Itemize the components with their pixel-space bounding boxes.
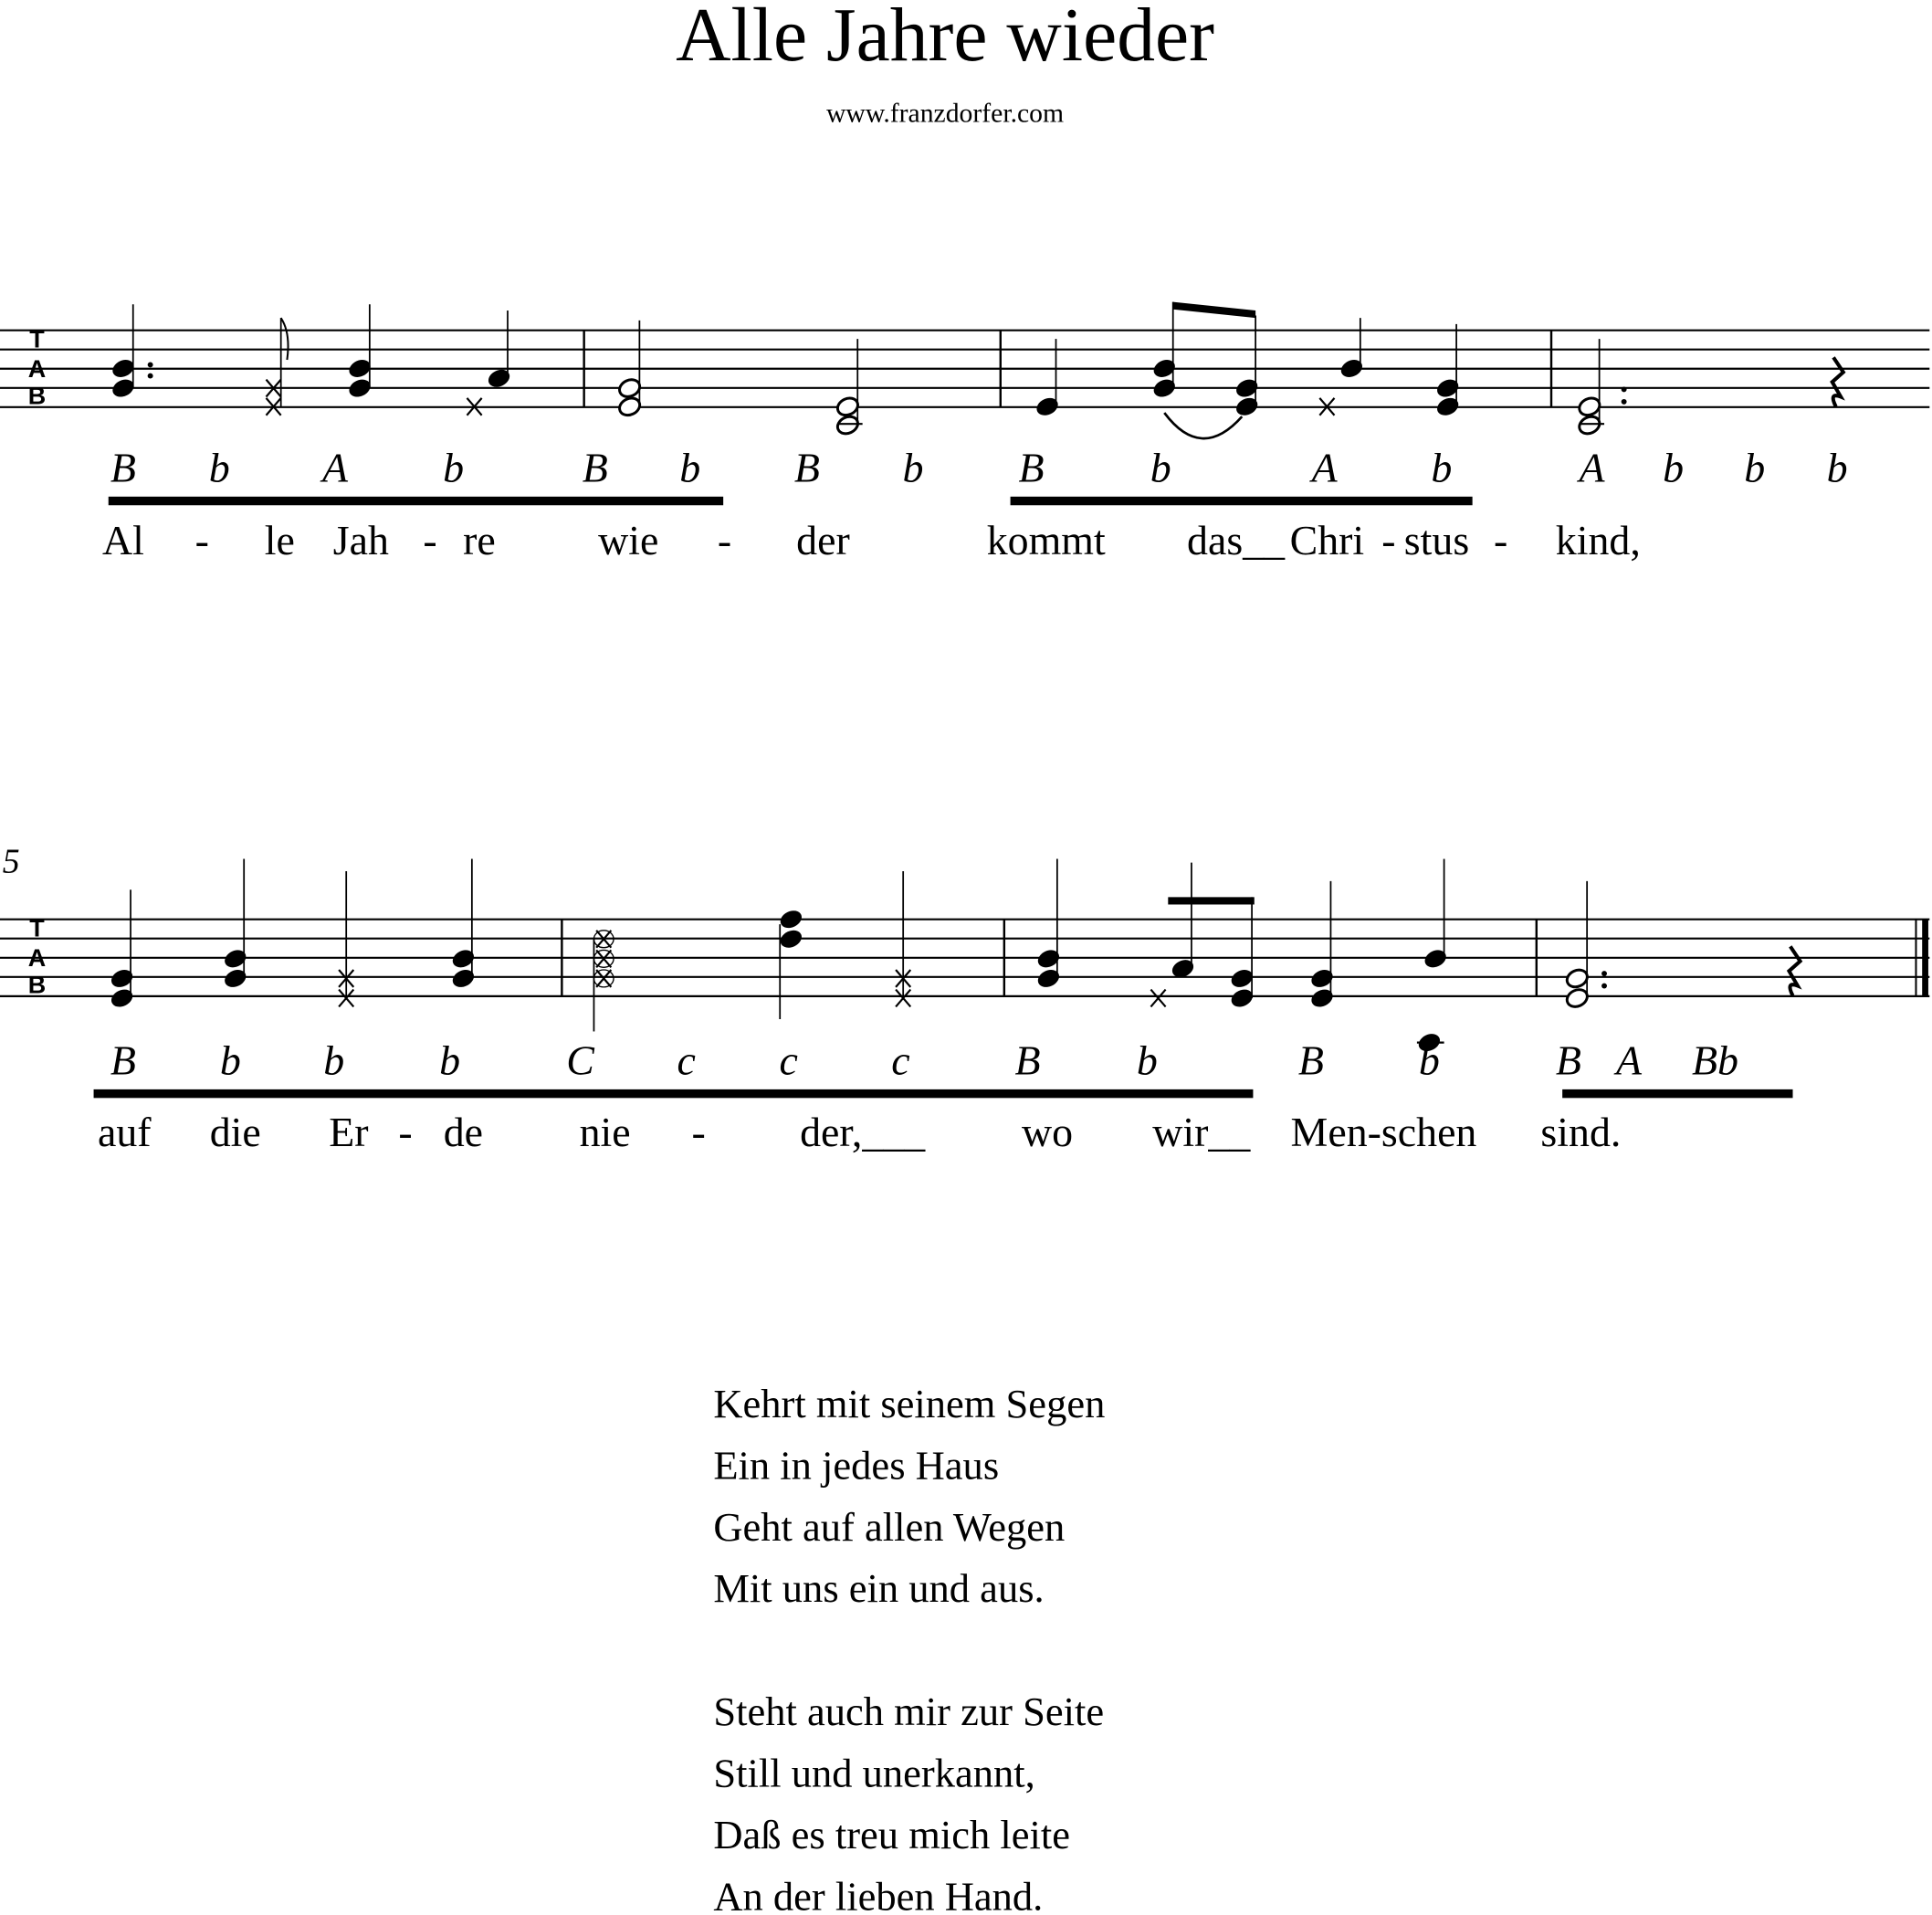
lyric-syllable: Men-schen	[1290, 1108, 1477, 1155]
chord-letter: b	[1150, 444, 1171, 491]
chord-letter: B	[1018, 444, 1045, 491]
half-note-head	[1577, 395, 1602, 419]
chord-letters-system-1	[110, 445, 1848, 491]
lyric-syllable: kommt	[986, 517, 1106, 564]
lyric-syllable: Er	[329, 1108, 369, 1155]
lyrics-system-1	[102, 517, 1641, 563]
half-note-head	[1564, 986, 1590, 1010]
verse-line: Steht auch mir zur Seite	[713, 1689, 1105, 1735]
chord-letter: B	[1555, 1036, 1581, 1084]
verse-line: Geht auf allen Wegen	[713, 1503, 1066, 1550]
lyric-syllable: -	[1494, 517, 1508, 564]
lyric-syllable: kind,	[1555, 517, 1641, 564]
lyric-syllable: der	[796, 517, 850, 564]
tab-clef-letter: B	[27, 382, 47, 410]
song-title: Alle Jahre wieder	[676, 0, 1215, 79]
tab-staff-system-1	[0, 302, 1929, 438]
lyric-syllable: der,___	[800, 1108, 926, 1155]
chord-letter: c	[779, 1036, 798, 1084]
chord-letter: A	[322, 444, 349, 491]
lyric-syllable: stus	[1403, 517, 1470, 564]
lyric-syllable: -	[423, 517, 437, 564]
augmentation-dot	[1601, 984, 1607, 989]
chord-letter: B	[1014, 1036, 1041, 1084]
chord-letter: B	[110, 444, 136, 491]
lyric-syllable: nie	[579, 1108, 631, 1155]
augmentation-dot	[1622, 386, 1627, 392]
beam	[1168, 897, 1254, 904]
phrase-bar	[109, 497, 723, 505]
note-head	[778, 927, 804, 951]
chord-letter: B	[793, 444, 820, 491]
augmentation-dot	[148, 374, 153, 379]
chord-letter: b	[1136, 1036, 1158, 1084]
chord-letter: b	[1431, 444, 1453, 491]
lyric-syllable: wir__	[1152, 1108, 1251, 1155]
lyric-syllable: sind.	[1540, 1108, 1622, 1155]
augmentation-dot	[1622, 399, 1627, 405]
beam	[1173, 302, 1255, 319]
chord-letter: b	[208, 444, 230, 491]
half-note-head	[1577, 414, 1602, 437]
verse-line: Still und unerkannt,	[713, 1750, 1035, 1796]
half-note-head	[1564, 967, 1590, 991]
chord-letter: B	[582, 444, 608, 491]
tab-staff-system-2	[0, 859, 1929, 1055]
lyric-syllable: -	[691, 1108, 706, 1155]
chord-letter: b	[443, 444, 465, 491]
tab-clef-letter: B	[27, 971, 47, 999]
chord-letter: A	[1579, 444, 1605, 491]
chord-letters-system-2	[110, 1037, 1738, 1084]
chord-letter: A	[1616, 1036, 1643, 1084]
verse-line: Ein in jedes Haus	[713, 1442, 1000, 1489]
lyric-syllable: Al	[102, 517, 144, 564]
lyric-syllable: re	[463, 517, 496, 564]
note-head	[778, 908, 804, 931]
chord-letter: b	[902, 444, 924, 491]
website-url: www.franzdorfer.com	[826, 99, 1065, 129]
lyric-syllable: Jah	[332, 517, 389, 564]
lyric-syllable: wo	[1022, 1108, 1074, 1155]
tab-clef-letter: A	[27, 943, 47, 972]
phrase-bar	[1562, 1089, 1792, 1098]
augmentation-dot	[148, 362, 153, 367]
measure-number: 5	[2, 842, 20, 881]
half-note-head	[835, 395, 860, 419]
eighth-flag	[281, 318, 289, 360]
final-barline-thick	[1922, 920, 1928, 996]
phrase-bar	[94, 1089, 1254, 1098]
verse-line: Kehrt mit seinem Segen	[713, 1380, 1106, 1426]
chord-letter: b	[1663, 444, 1685, 491]
quarter-rest	[1789, 946, 1800, 995]
augmentation-dot	[1601, 971, 1607, 976]
lyric-syllable: wie	[598, 517, 659, 564]
chord-letter: c	[677, 1036, 696, 1084]
lyric-syllable: le	[264, 517, 295, 564]
chord-letter: c	[891, 1036, 910, 1084]
chord-letter: b	[219, 1036, 241, 1084]
quarter-rest	[1832, 357, 1843, 406]
chord-letter: b	[323, 1036, 345, 1084]
tab-clef-letter: T	[29, 914, 45, 942]
dead-note-x-head	[596, 970, 611, 987]
additional-verses	[713, 1381, 1105, 1915]
chord-letter: b	[1418, 1036, 1440, 1084]
lyric-syllable: -	[398, 1108, 413, 1155]
lyric-syllable: Chri	[1289, 517, 1365, 564]
chord-letter: B	[110, 1036, 136, 1084]
slur	[1164, 413, 1242, 438]
lyric-syllable: die	[209, 1108, 261, 1155]
lyric-syllable: das__	[1187, 517, 1286, 564]
half-note-head	[835, 414, 860, 437]
lyric-syllable: de	[443, 1108, 484, 1155]
chord-letter: b	[679, 444, 701, 491]
verse-line: Mit uns ein und aus.	[713, 1565, 1045, 1612]
chord-letter: b	[439, 1036, 461, 1084]
lyric-syllable: -	[717, 517, 732, 564]
chord-letter: Bb	[1692, 1036, 1738, 1084]
chord-letter: b	[1826, 444, 1848, 491]
chord-letter: b	[1744, 444, 1766, 491]
lyric-syllable: -	[194, 517, 209, 564]
dead-note-x-head	[1150, 990, 1165, 1007]
half-note-head	[616, 395, 642, 419]
lyrics-system-2	[98, 1109, 1621, 1155]
verse-line: An der lieben Hand.	[713, 1873, 1044, 1915]
verse-line: Daß es treu mich leite	[713, 1812, 1070, 1858]
chord-letter: A	[1311, 444, 1338, 491]
tab-clef-letter: T	[29, 325, 45, 353]
phrase-bar	[1011, 497, 1473, 505]
chord-letter: B	[1297, 1036, 1324, 1084]
lyric-syllable: -	[1381, 517, 1396, 564]
chord-letter: C	[566, 1036, 594, 1084]
tab-clef-letter: A	[27, 354, 47, 383]
lyric-syllable: auf	[98, 1108, 152, 1155]
half-note-head	[616, 376, 642, 400]
